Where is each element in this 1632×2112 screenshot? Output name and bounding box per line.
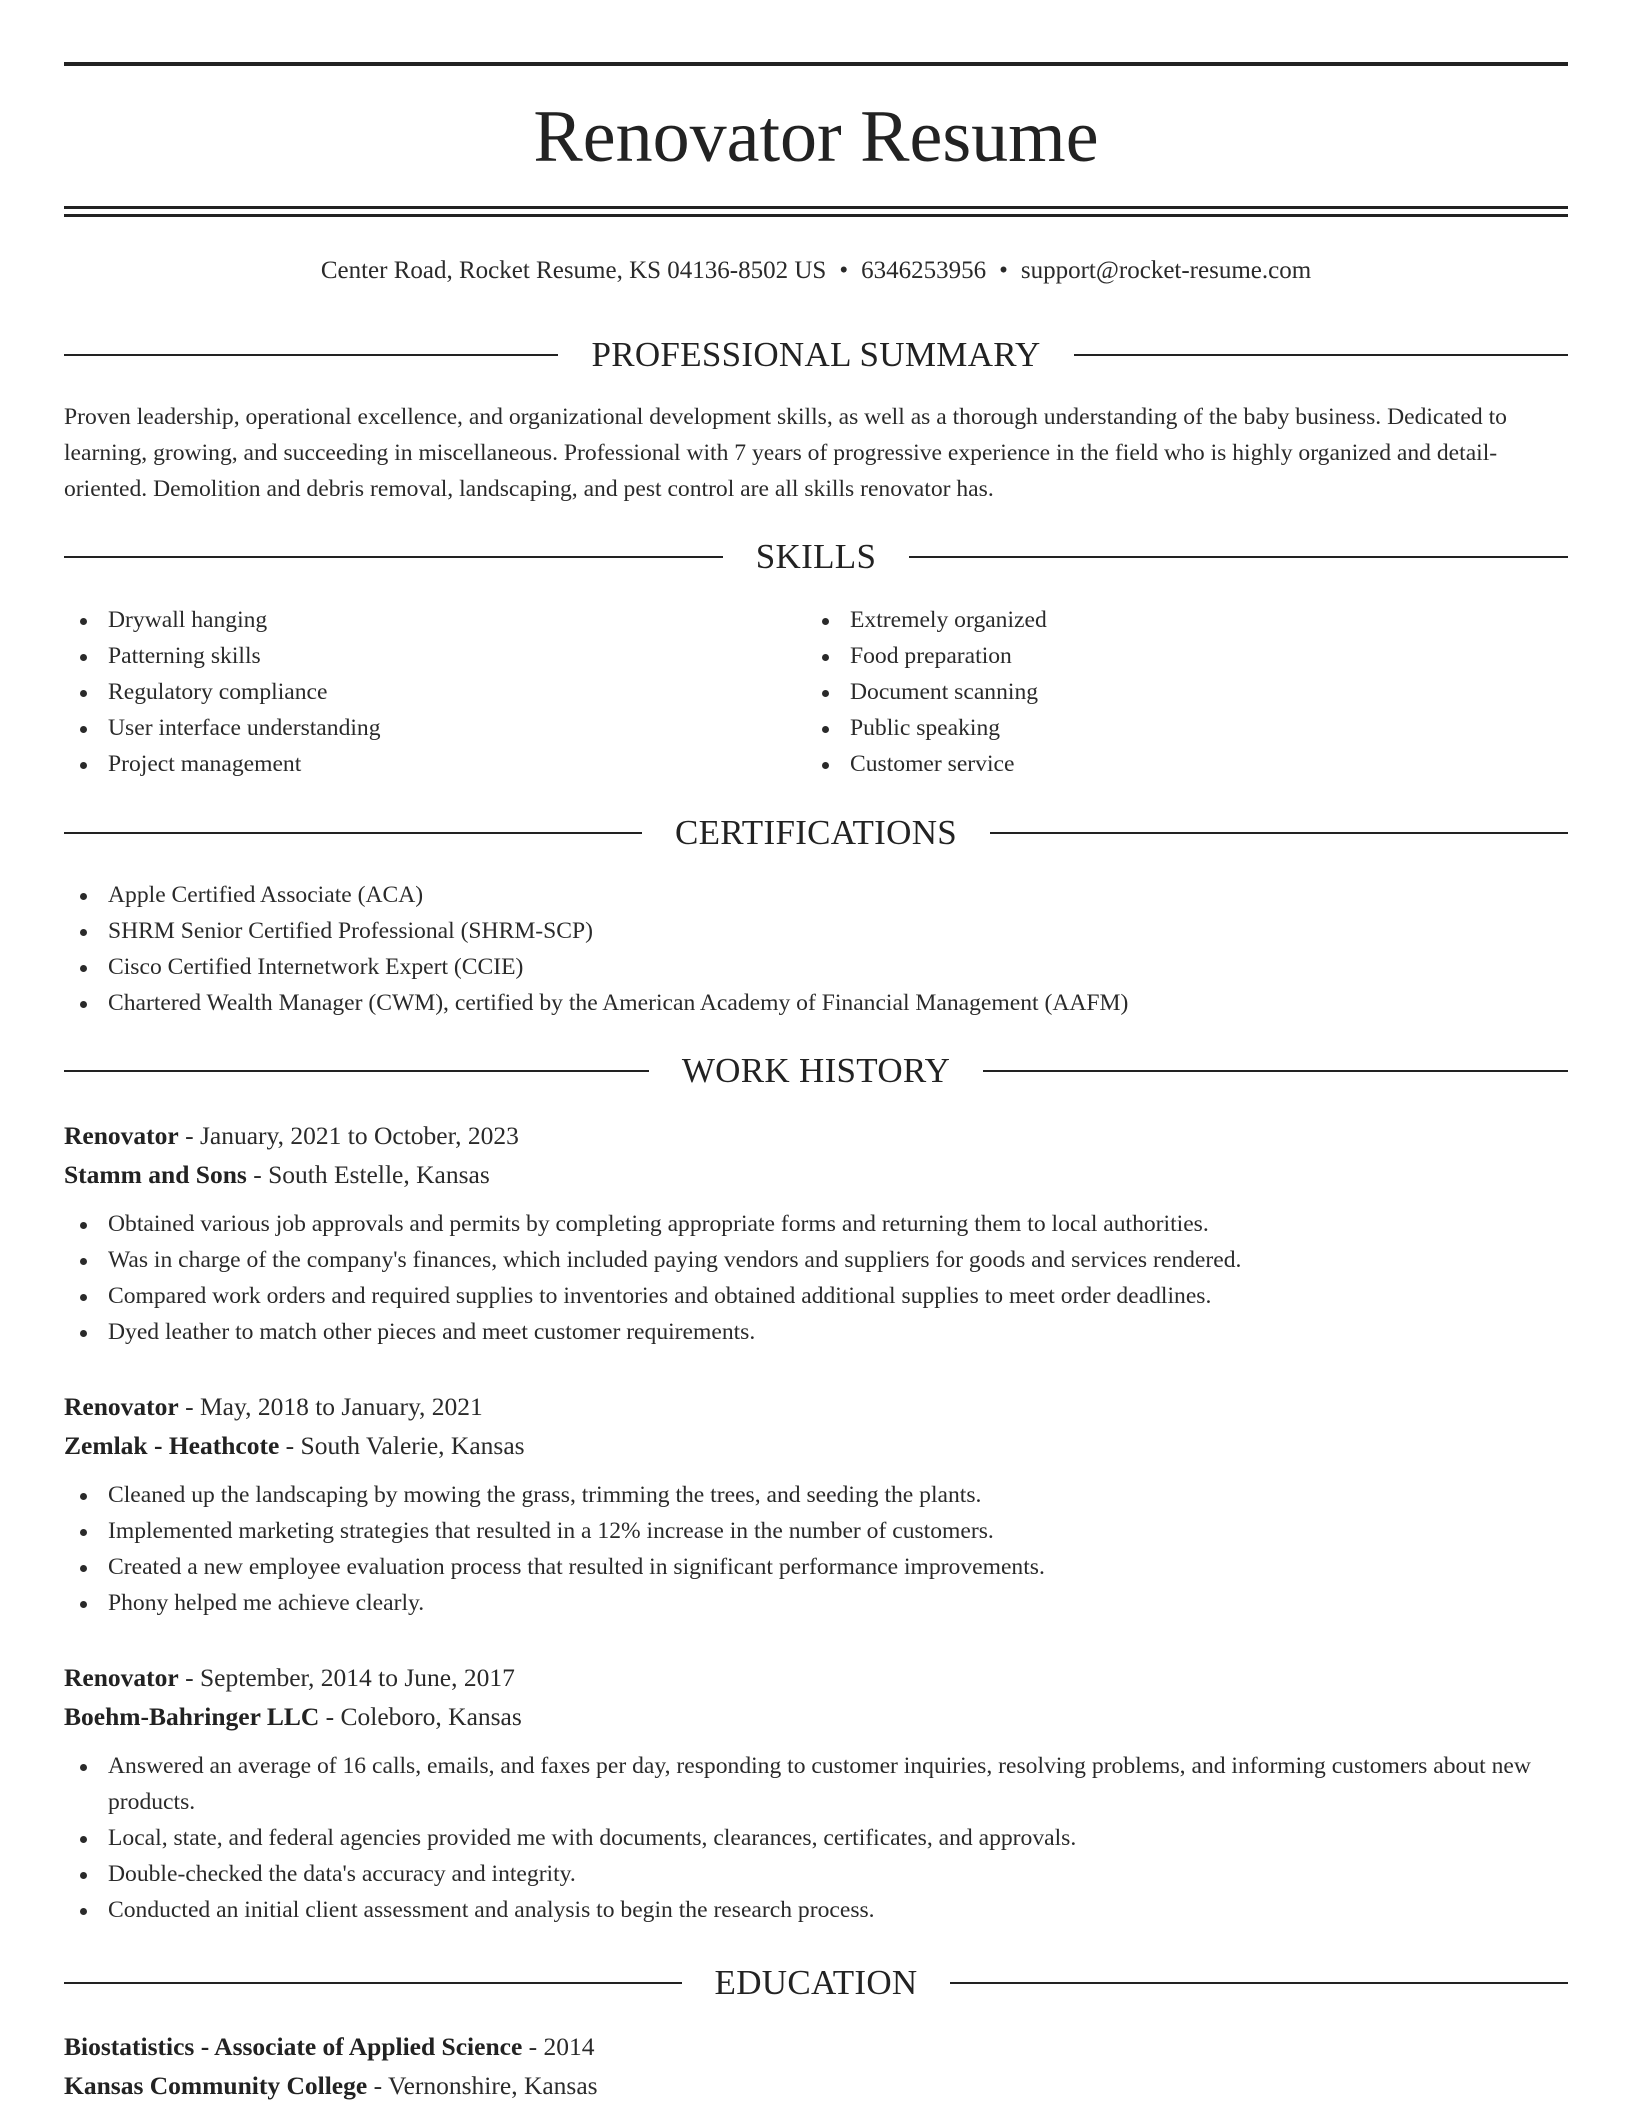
heading-rule (64, 832, 642, 834)
section-heading-education (64, 1958, 1568, 2008)
work-entry (64, 1658, 1568, 1928)
job-location: South Valerie, Kansas (300, 1431, 525, 1460)
dash: - (325, 1702, 335, 1731)
contact-separator: • (839, 257, 849, 284)
title-rule-lower (64, 214, 1568, 217)
job-location: South Estelle, Kansas (268, 1160, 490, 1189)
education-year: 2014 (543, 2032, 595, 2061)
skill-item: Food preparation (806, 638, 1546, 674)
job-company: Zemlak - Heathcote (64, 1431, 280, 1460)
job-dates: May, 2018 to January, 2021 (199, 1392, 483, 1421)
skill-item: Patterning skills (64, 638, 804, 674)
section-title: SKILLS (755, 537, 877, 576)
section-title: EDUCATION (714, 1963, 918, 2002)
skill-item: Document scanning (806, 674, 1546, 710)
school-name: Kansas Community College (64, 2071, 368, 2100)
job-title-line (64, 1658, 1568, 1697)
dash: - (185, 1121, 194, 1150)
skill-item: Public speaking (806, 710, 1546, 746)
section-title: PROFESSIONAL SUMMARY (591, 335, 1041, 374)
school-line (64, 2066, 1568, 2105)
contact-line (64, 254, 1568, 288)
title-rule-upper (64, 206, 1568, 209)
job-title: Renovator (64, 1392, 179, 1421)
job-title: Renovator (64, 1121, 179, 1150)
certification-item: Cisco Certified Internetwork Expert (CCIE) (64, 949, 1568, 985)
heading-rule (983, 1070, 1568, 1072)
skill-item: Regulatory compliance (64, 674, 804, 710)
certifications-list (64, 877, 1568, 1021)
job-bullet: Dyed leather to match other pieces and meet customer requirements. (64, 1314, 1568, 1350)
contact-address: Center Road, Rocket Resume, KS 04136-8502 US (320, 257, 827, 284)
job-location: Coleboro, Kansas (340, 1702, 522, 1731)
education-entry (64, 2027, 1568, 2105)
job-bullets (64, 1477, 1568, 1621)
resume-title: Renovator Resume (533, 96, 1099, 178)
section-heading-skills (64, 532, 1568, 582)
contact-phone: 6346253956 (861, 257, 987, 284)
skills-list-left (64, 602, 804, 782)
job-dates: September, 2014 to June, 2017 (199, 1663, 515, 1692)
job-bullet: Compared work orders and required supplies to inventories and obtained additional supplies to meet order deadlines. (64, 1278, 1568, 1314)
skill-item: User interface understanding (64, 710, 804, 746)
heading-rule (990, 832, 1568, 834)
section-heading-summary (64, 330, 1568, 380)
school-location: Vernonshire, Kansas (387, 2071, 598, 2100)
heading-rule (64, 354, 558, 356)
job-company-line (64, 1697, 1568, 1736)
skill-item: Project management (64, 746, 804, 782)
job-bullets (64, 1748, 1568, 1928)
job-bullet: Conducted an initial client assessment and analysis to begin the research process. (64, 1892, 1568, 1928)
heading-rule (64, 556, 723, 558)
dash: - (373, 2071, 383, 2100)
skills-list-right (806, 602, 1546, 782)
job-company: Boehm-Bahringer LLC (64, 1702, 320, 1731)
work-entry (64, 1387, 1568, 1621)
job-bullet: Was in charge of the company's finances, which included paying vendors and suppliers for goods and services rendered. (64, 1242, 1568, 1278)
job-dates: January, 2021 to October, 2023 (199, 1121, 519, 1150)
heading-rule (950, 1982, 1568, 1984)
job-bullet: Local, state, and federal agencies provided me with documents, clearances, certificates, and approvals. (64, 1820, 1568, 1856)
certification-item: Chartered Wealth Manager (CWM), certified by the American Academy of Financial Management (AAFM) (64, 985, 1568, 1021)
skill-item: Customer service (806, 746, 1546, 782)
section-title: WORK HISTORY (681, 1051, 951, 1090)
job-bullet: Cleaned up the landscaping by mowing the grass, trimming the trees, and seeding the plants. (64, 1477, 1568, 1513)
job-bullet: Phony helped me achieve clearly. (64, 1585, 1568, 1621)
job-bullet: Created a new employee evaluation process that resulted in significant performance improvements. (64, 1549, 1568, 1585)
dash: - (253, 1160, 262, 1189)
job-bullet: Answered an average of 16 calls, emails, and faxes per day, responding to customer inquiries, resolving problems, and informing customers about new products. (64, 1748, 1568, 1820)
job-title-line (64, 1116, 1568, 1155)
section-title: CERTIFICATIONS (674, 813, 958, 852)
skill-item: Drywall hanging (64, 602, 804, 638)
heading-rule (64, 1070, 649, 1072)
summary-paragraph: Proven leadership, operational excellence, and organizational development skills, as well as a thorough understanding of the baby business. Dedicated to learning, growing, and succeeding in miscellaneous. Professional with 7 years of progressive experience in the field who is highly organized and detail-oriented. Demolition and debris removal, landscaping, and pest control are all skills renovator has. (64, 404, 1507, 502)
top-rule (64, 62, 1568, 66)
job-company: Stamm and Sons (64, 1160, 247, 1189)
degree-line (64, 2027, 1568, 2066)
job-company-line (64, 1426, 1568, 1465)
dash: - (185, 1392, 194, 1421)
skill-item: Extremely organized (806, 602, 1546, 638)
section-heading-certifications (64, 808, 1568, 858)
heading-rule (64, 1982, 682, 1984)
job-bullet: Implemented marketing strategies that resulted in a 12% increase in the number of customers. (64, 1513, 1568, 1549)
work-entry (64, 1116, 1568, 1350)
dash: - (185, 1663, 194, 1692)
job-bullet: Double-checked the data's accuracy and integrity. (64, 1856, 1568, 1892)
job-title: Renovator (64, 1663, 179, 1692)
certification-item: SHRM Senior Certified Professional (SHRM-SCP) (64, 913, 1568, 949)
job-bullet: Obtained various job approvals and permits by completing appropriate forms and returning them to local authorities. (64, 1206, 1568, 1242)
dash: - (285, 1431, 295, 1460)
certification-item: Apple Certified Associate (ACA) (64, 877, 1568, 913)
contact-email: support@rocket-resume.com (1020, 257, 1312, 284)
job-title-line (64, 1387, 1568, 1426)
job-company-line (64, 1155, 1568, 1194)
contact-separator: • (999, 257, 1008, 284)
degree: Biostatistics - Associate of Applied Science (64, 2032, 523, 2061)
heading-rule (1074, 354, 1568, 356)
job-bullets (64, 1206, 1568, 1350)
heading-rule (909, 556, 1568, 558)
section-heading-work-history (64, 1046, 1568, 1096)
dash: - (528, 2032, 538, 2061)
